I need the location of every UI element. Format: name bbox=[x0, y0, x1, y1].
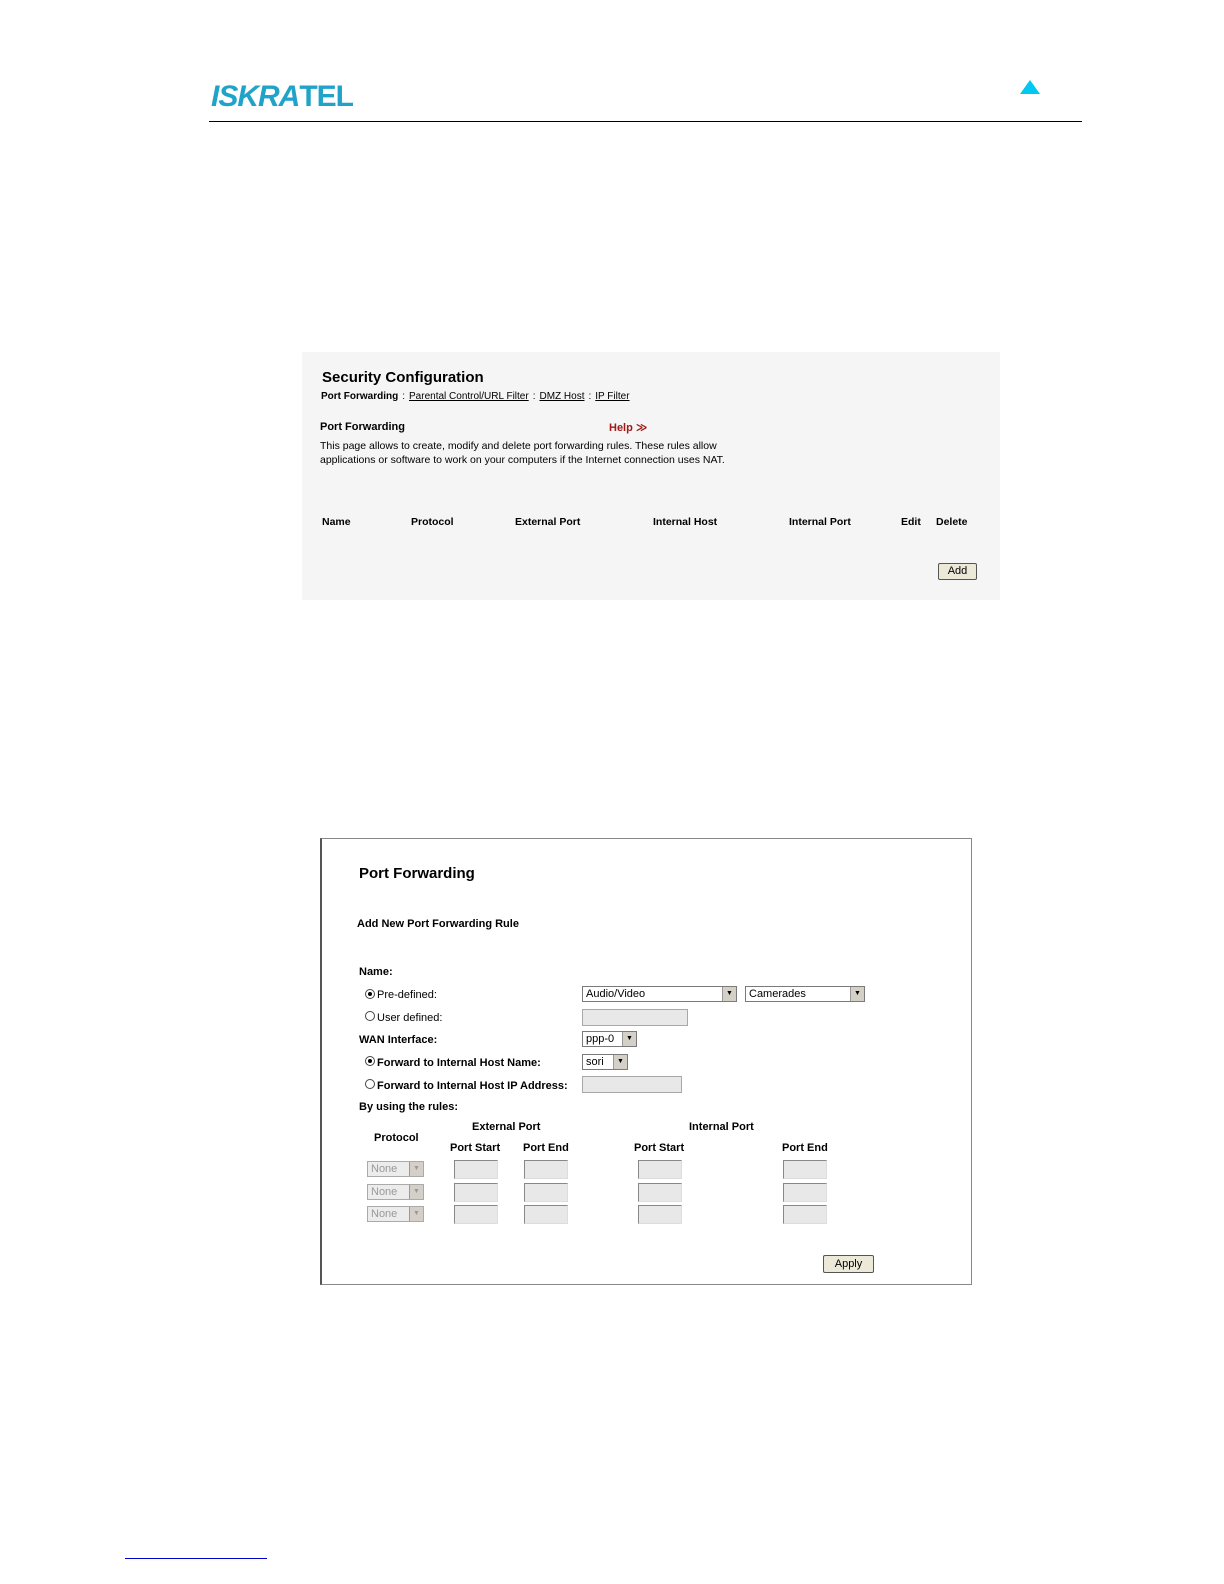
apply-button[interactable]: Apply bbox=[823, 1255, 874, 1273]
host-ip-label: Forward to Internal Host IP Address: bbox=[377, 1080, 568, 1092]
host-name-label: Forward to Internal Host Name: bbox=[377, 1057, 541, 1069]
nav-separator: : bbox=[402, 391, 406, 402]
security-nav bbox=[321, 391, 630, 402]
host-name-select[interactable] bbox=[582, 1054, 628, 1070]
rule-internal-port-start-input[interactable] bbox=[638, 1160, 682, 1179]
internal-port-header: Internal Port bbox=[689, 1121, 754, 1133]
wan-interface-label: WAN Interface: bbox=[359, 1034, 438, 1046]
predefined-radio[interactable] bbox=[365, 989, 375, 999]
predefined-app-value: Camerades bbox=[749, 988, 806, 1000]
chevron-down-icon: ▼ bbox=[722, 987, 736, 1001]
internal-port-start-header: Port Start bbox=[634, 1142, 685, 1154]
chevron-down-icon: ▼ bbox=[409, 1185, 423, 1199]
rule-internal-port-start-input[interactable] bbox=[638, 1205, 682, 1224]
chevron-down-icon: ▼ bbox=[622, 1032, 636, 1046]
column-header-edit: Edit bbox=[901, 516, 921, 528]
external-port-start-header: Port Start bbox=[450, 1142, 501, 1154]
rule-internal-port-start-input[interactable] bbox=[638, 1183, 682, 1202]
internal-port-end-header: Port End bbox=[782, 1142, 828, 1154]
protocol-column-header: Protocol bbox=[374, 1132, 419, 1144]
user-defined-input[interactable] bbox=[582, 1009, 688, 1026]
add-port-forwarding-panel bbox=[320, 838, 972, 1285]
external-port-end-header: Port End bbox=[523, 1142, 569, 1154]
add-button[interactable]: Add bbox=[938, 563, 977, 580]
rule-internal-port-end-input[interactable] bbox=[783, 1160, 827, 1179]
nav-current-port-forwarding: Port Forwarding bbox=[321, 391, 399, 402]
host-name-value: sori bbox=[586, 1056, 604, 1068]
host-ip-radio[interactable] bbox=[365, 1079, 375, 1089]
chevron-down-icon: ▼ bbox=[613, 1055, 627, 1069]
rule-external-port-end-input[interactable] bbox=[524, 1183, 568, 1202]
chevron-down-icon: ▼ bbox=[850, 987, 864, 1001]
rule-protocol-select[interactable] bbox=[367, 1184, 424, 1200]
form-subtitle: Add New Port Forwarding Rule bbox=[357, 918, 519, 930]
column-header-delete: Delete bbox=[936, 516, 968, 528]
rule-external-port-start-input[interactable] bbox=[454, 1205, 498, 1224]
predefined-app-select[interactable] bbox=[745, 986, 865, 1002]
form-title: Port Forwarding bbox=[359, 865, 475, 882]
name-label: Name: bbox=[359, 966, 393, 978]
user-defined-label: User defined: bbox=[377, 1012, 443, 1024]
rule-protocol-value: None bbox=[371, 1163, 398, 1175]
rule-internal-port-end-input[interactable] bbox=[783, 1205, 827, 1224]
rule-protocol-value: None bbox=[371, 1186, 398, 1198]
column-header-external-port: External Port bbox=[515, 516, 581, 528]
triangle-up-icon bbox=[1020, 80, 1040, 94]
rule-external-port-end-input[interactable] bbox=[524, 1205, 568, 1224]
host-ip-input[interactable] bbox=[582, 1076, 682, 1093]
help-link[interactable]: Help ≫ bbox=[609, 422, 648, 434]
wan-interface-value: ppp-0 bbox=[586, 1033, 615, 1045]
rule-protocol-select[interactable] bbox=[367, 1206, 424, 1222]
rule-external-port-start-input[interactable] bbox=[454, 1160, 498, 1179]
nav-link-parental-control[interactable]: Parental Control/URL Filter bbox=[409, 391, 529, 402]
column-header-name: Name bbox=[322, 516, 351, 528]
footer-divider bbox=[125, 1558, 267, 1559]
nav-separator: : bbox=[588, 391, 592, 402]
logo-text-bold: TEL bbox=[299, 80, 354, 113]
iskratel-logo bbox=[211, 80, 353, 114]
rule-protocol-value: None bbox=[371, 1208, 398, 1220]
column-header-internal-host: Internal Host bbox=[653, 516, 718, 528]
nav-separator: : bbox=[532, 391, 536, 402]
nav-link-ip-filter[interactable]: IP Filter bbox=[595, 391, 630, 402]
rule-protocol-select[interactable] bbox=[367, 1161, 424, 1177]
predefined-category-value: Audio/Video bbox=[586, 988, 646, 1000]
rule-external-port-start-input[interactable] bbox=[454, 1183, 498, 1202]
page-title: Security Configuration bbox=[322, 369, 484, 386]
user-defined-radio[interactable] bbox=[365, 1011, 375, 1021]
predefined-label: Pre-defined: bbox=[377, 989, 437, 1001]
page-description: This page allows to create, modify and delete port forwarding rules. These rules allow applications or software to work on your computers if the Internet connection uses NAT. bbox=[320, 440, 725, 466]
security-configuration-panel bbox=[302, 352, 1000, 600]
header-divider bbox=[209, 121, 1082, 122]
chevron-down-icon: ▼ bbox=[409, 1207, 423, 1221]
chevron-down-icon: ▼ bbox=[409, 1162, 423, 1176]
column-header-protocol: Protocol bbox=[411, 516, 454, 528]
rule-external-port-end-input[interactable] bbox=[524, 1160, 568, 1179]
host-name-radio[interactable] bbox=[365, 1056, 375, 1066]
column-header-internal-port: Internal Port bbox=[789, 516, 851, 528]
predefined-category-select[interactable] bbox=[582, 986, 737, 1002]
rules-label: By using the rules: bbox=[359, 1101, 459, 1113]
wan-interface-select[interactable] bbox=[582, 1031, 637, 1047]
external-port-header: External Port bbox=[472, 1121, 541, 1133]
logo-text-light: ISKRA bbox=[211, 80, 300, 113]
rule-internal-port-end-input[interactable] bbox=[783, 1183, 827, 1202]
section-title: Port Forwarding bbox=[320, 421, 405, 433]
nav-link-dmz-host[interactable]: DMZ Host bbox=[539, 391, 585, 402]
